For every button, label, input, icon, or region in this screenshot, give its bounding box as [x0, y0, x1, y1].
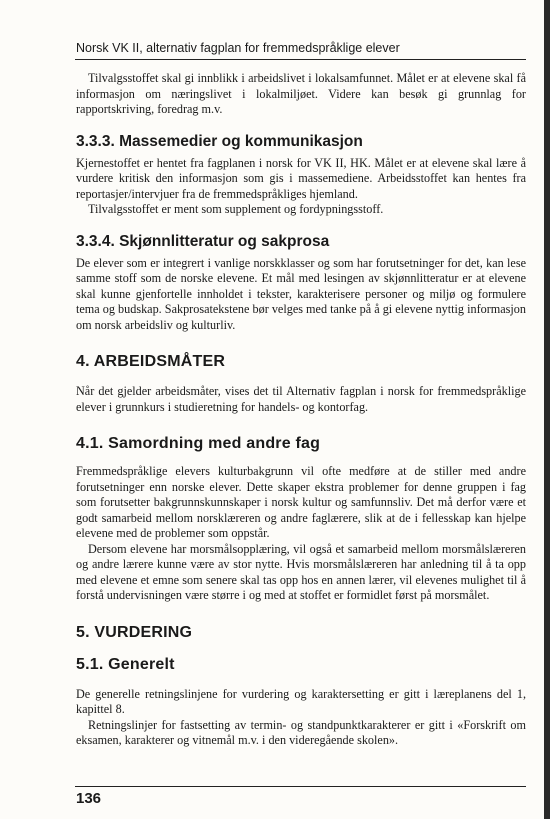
page-edge-shadow — [544, 0, 550, 819]
heading-4-1: 4.1. Samordning med andre fag — [76, 435, 321, 452]
heading-5: 5. VURDERING — [76, 623, 193, 641]
heading-4: 4. ARBEIDSMÅTER — [76, 353, 226, 370]
paragraph-5-1-a: De generelle retningslinjene for vurdering og karaktersetting er gitt i læreplanens del 1, kapittel 8. — [76, 686, 526, 716]
footer-rule — [75, 786, 526, 787]
intro-paragraph: Tilvalgsstoffet skal gi innblikk i arbeidslivet i lokalsamfunnet. Målet er at elevene skal få informasjon om næringslivet i lokalmiljøet. Videre kan besøk gi grunnlag for rapportskriving, foredrag m.v. — [76, 71, 526, 116]
running-header: Norsk VK II, alternativ fagplan for fremmedspråklige elever — [76, 41, 400, 55]
paragraph-4: Når det gjelder arbeidsmåter, vises det til Alternativ fagplan i norsk for fremmedspråklige elever i grunnkurs i studieretning for handels- og kontorfag. — [76, 384, 526, 414]
paragraph-3-3-3-b: Tilvalgsstoffet er ment som supplement og fordypningsstoff. — [88, 202, 384, 216]
page-body — [76, 71, 526, 749]
heading-3-3-4: 3.3.4. Skjønnlitteratur og sakprosa — [76, 232, 330, 250]
paragraph-3-3-4: De elever som er integrert i vanlige norskklasser og som har forutsetninger for det, kan lese samme stoff som de norske elevene. Et mål med lesingen av skjønnlitteratur er at elevene skal kunne gjenfortelle innholdet i tekster, karakterisere personer og miljø og formulere tema og budskap. Sakprosatekstene bør velges med tanke på å gi elevene nyttig informasjon om norsk arbeidsliv og kulturliv. — [76, 255, 526, 332]
heading-5-1: 5.1. Generelt — [76, 655, 175, 673]
paragraph-4-1-a: Fremmedspråklige elevers kulturbakgrunn vil ofte medføre at de stiller med andre forutsetninger enn norske elever. Dette skaper ekstra problemer for denne gruppen i fag som forutsetter bakgrunnskunnskaper i norsk kultur og samfunnsliv. Det må derfor være et godt samarbeid mellom norsklæreren og andre faglærere, slik at de i fellesskap kan hjelpe elevene med de problemer som oppstår. — [76, 464, 526, 540]
header-rule — [75, 59, 526, 60]
paragraph-3-3-3-a: Kjernestoffet er hentet fra fagplanen i norsk for VK II, HK. Målet er at elevene skal lære å vurdere kritisk den informasjon som gis i massemediene. Arbeidsstoffet kan hentes fra reportasjer/intervjuer fra de fremmedspråkliges hjemland. — [76, 155, 526, 201]
paragraph-5-1-b: Retningslinjer for fastsetting av termin- og standpunktkarakterer er gitt i «Forskrift om eksamen, karakterer og vitnemål m.v. i den videregående skolen». — [76, 717, 526, 747]
heading-3-3-3: 3.3.3. Massemedier og kommunikasjon — [76, 132, 363, 150]
page-number: 136 — [76, 790, 102, 807]
paragraph-4-1-b: Dersom elevene har morsmålsopplæring, vil også et samarbeid mellom morsmålslæreren og andre lærere kunne være av stor nytte. Hvis morsmålslæreren har anledning til å ta opp med elevene et emne som senere skal tas opp hos en annen lærer, vil elevenes mulighet til å forstå undervisningen være større i og med at stoffet er formidlet først på morsmålet. — [76, 541, 526, 602]
